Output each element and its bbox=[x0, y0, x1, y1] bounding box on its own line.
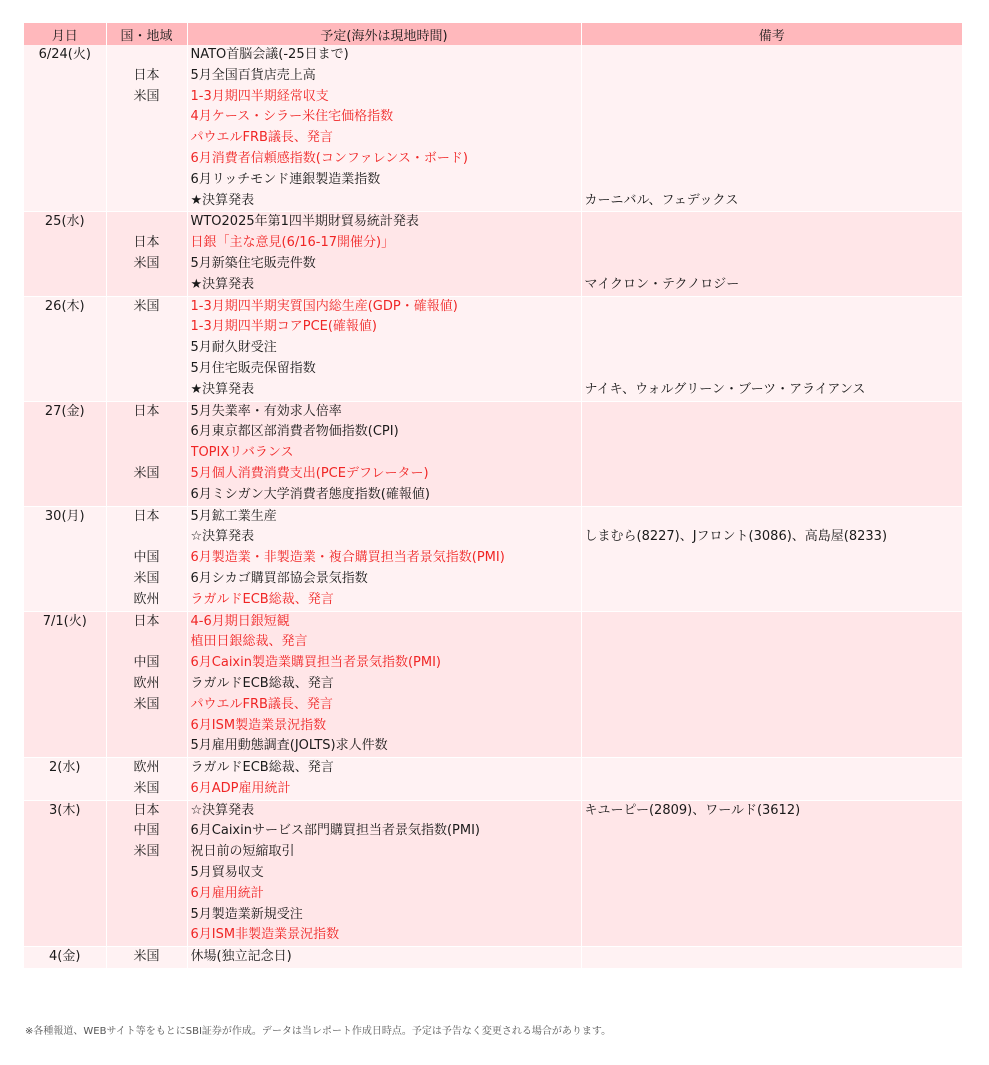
event-item: 6月ISM製造業景況指数 bbox=[190, 717, 327, 733]
event-cell bbox=[187, 800, 581, 947]
table-row bbox=[24, 800, 962, 947]
region-label bbox=[107, 443, 187, 464]
note-cell bbox=[581, 296, 962, 401]
date-cell bbox=[24, 212, 106, 296]
note-item bbox=[585, 485, 963, 506]
region-cell bbox=[106, 296, 187, 401]
event-item: 6月製造業・非製造業・複合購買担当者景気指数(PMI) bbox=[190, 550, 505, 566]
note-item: キユーピー(2809)、ワールド(3612) bbox=[584, 802, 801, 818]
note-cell bbox=[581, 506, 962, 611]
note-item bbox=[585, 695, 963, 716]
note-item bbox=[585, 925, 963, 946]
economic-calendar-table bbox=[24, 23, 962, 968]
region-cell bbox=[106, 506, 187, 611]
region-label bbox=[107, 149, 187, 170]
event-item: 1-3月期四半期実質国内総生産(GDP・確報値) bbox=[190, 298, 458, 314]
event-item: ☆決算発表 bbox=[190, 802, 255, 818]
region-label: 中国 bbox=[133, 823, 160, 839]
date-cell bbox=[24, 401, 106, 506]
note-item bbox=[585, 569, 963, 590]
date-cell bbox=[24, 45, 106, 212]
region-label: 欧州 bbox=[133, 675, 160, 691]
region-label bbox=[107, 485, 187, 506]
table-row bbox=[24, 401, 962, 506]
region-cell bbox=[106, 800, 187, 947]
event-item: 休場(独立記念日) bbox=[190, 949, 292, 965]
note-cell bbox=[581, 800, 962, 947]
event-item: 5月個人消費消費支出(PCEデフレーター) bbox=[190, 465, 429, 481]
note-item bbox=[585, 149, 963, 170]
note-item bbox=[585, 716, 963, 737]
note-item bbox=[585, 779, 963, 800]
event-item: 6月ミシガン大学消費者態度指数(確報値) bbox=[190, 486, 430, 502]
event-item: 6月リッチモンド連銀製造業指数 bbox=[190, 171, 381, 187]
event-cell bbox=[187, 45, 581, 212]
event-item: 4月ケース・シラー米住宅価格指数 bbox=[190, 109, 394, 125]
table-row bbox=[24, 212, 962, 296]
table-header-row bbox=[24, 23, 962, 45]
note-item bbox=[585, 212, 963, 233]
region-label bbox=[107, 863, 187, 884]
region-label bbox=[107, 736, 187, 757]
note-item bbox=[585, 317, 963, 338]
region-label: 中国 bbox=[133, 655, 160, 671]
event-cell bbox=[187, 296, 581, 401]
region-label: 米国 bbox=[133, 780, 160, 796]
event-item: パウエルFRB議長、発言 bbox=[190, 696, 333, 712]
note-item bbox=[585, 612, 963, 633]
region-cell bbox=[106, 45, 187, 212]
note-item bbox=[585, 128, 963, 149]
note-item bbox=[585, 359, 963, 380]
event-item: 1-3月期四半期経常収支 bbox=[190, 88, 329, 104]
event-item: 5月貿易収支 bbox=[190, 865, 264, 881]
event-item: 5月製造業新規受注 bbox=[190, 906, 303, 922]
region-cell bbox=[106, 758, 187, 801]
region-label bbox=[107, 45, 187, 66]
note-cell bbox=[581, 212, 962, 296]
date-label: 2(水) bbox=[49, 760, 81, 776]
header-event: 予定(海外は現地時間) bbox=[187, 23, 581, 45]
note-item bbox=[585, 233, 963, 254]
header-note: 備考 bbox=[581, 23, 962, 45]
region-label: 欧州 bbox=[133, 760, 160, 776]
region-label: 米国 bbox=[133, 298, 160, 314]
date-label: 3(木) bbox=[49, 802, 81, 818]
note-item bbox=[585, 884, 963, 905]
note-item: マイクロン・テクノロジー bbox=[584, 276, 740, 292]
date-label: 30(月) bbox=[44, 508, 85, 524]
event-item: ★決算発表 bbox=[190, 381, 255, 397]
event-item: 6月シカゴ購買部協会景気指数 bbox=[190, 570, 368, 586]
region-label bbox=[107, 905, 187, 926]
date-label: 7/1(火) bbox=[42, 613, 87, 629]
note-item bbox=[585, 821, 963, 842]
event-item: 5月住宅販売保留指数 bbox=[190, 360, 316, 376]
region-label bbox=[107, 170, 187, 191]
note-item bbox=[585, 402, 963, 423]
note-item: しまむら(8227)、Jフロント(3086)、高島屋(8233) bbox=[584, 529, 888, 545]
region-label: 日本 bbox=[133, 403, 160, 419]
event-item: WTO2025年第1四半期財貿易統計発表 bbox=[190, 214, 419, 230]
date-label: 6/24(火) bbox=[38, 47, 91, 62]
event-item: 6月Caixinサービス部門購買担当者景気指数(PMI) bbox=[190, 823, 481, 839]
table-row bbox=[24, 947, 962, 968]
event-cell bbox=[187, 947, 581, 968]
region-label bbox=[107, 317, 187, 338]
event-item: 日銀「主な意見(6/16-17開催分)」 bbox=[190, 235, 395, 251]
note-item bbox=[585, 842, 963, 863]
region-label bbox=[107, 925, 187, 946]
date-cell bbox=[24, 947, 106, 968]
note-item bbox=[585, 758, 963, 779]
region-label bbox=[107, 716, 187, 737]
event-cell bbox=[187, 506, 581, 611]
event-item: 祝日前の短縮取引 bbox=[190, 844, 295, 860]
region-label bbox=[107, 527, 187, 548]
note-item bbox=[585, 297, 963, 318]
event-item: 6月消費者信頼感指数(コンファレンス・ボード) bbox=[190, 150, 468, 166]
event-item: NATO首脳会議(-25日まで) bbox=[190, 47, 349, 62]
region-label: 日本 bbox=[133, 67, 160, 83]
note-cell bbox=[581, 401, 962, 506]
date-cell bbox=[24, 506, 106, 611]
event-item: 4-6月期日銀短観 bbox=[190, 613, 290, 629]
event-item: ★決算発表 bbox=[190, 276, 255, 292]
event-item: 5月鉱工業生産 bbox=[190, 508, 277, 524]
region-label: 中国 bbox=[133, 550, 160, 566]
date-cell bbox=[24, 800, 106, 947]
date-label: 26(木) bbox=[44, 298, 85, 314]
region-label: 日本 bbox=[133, 613, 160, 629]
event-item: 1-3月期四半期コアPCE(確報値) bbox=[190, 319, 378, 335]
event-cell bbox=[187, 758, 581, 801]
region-label: 米国 bbox=[133, 949, 160, 965]
table-body bbox=[24, 45, 962, 968]
event-item: ★決算発表 bbox=[190, 192, 255, 208]
event-item: 植田日銀総裁、発言 bbox=[190, 634, 308, 650]
note-item bbox=[585, 66, 963, 87]
header-region: 国・地域 bbox=[106, 23, 187, 45]
note-item bbox=[585, 590, 963, 611]
region-label: 米国 bbox=[133, 465, 160, 481]
region-cell bbox=[106, 611, 187, 758]
event-item: 6月Caixin製造業購買担当者景気指数(PMI) bbox=[190, 655, 442, 671]
note-item bbox=[585, 422, 963, 443]
note-item bbox=[585, 45, 963, 66]
note-item bbox=[585, 905, 963, 926]
region-label: 日本 bbox=[133, 802, 160, 818]
note-item bbox=[585, 87, 963, 108]
date-label: 4(金) bbox=[49, 949, 81, 965]
event-item: 6月ISM非製造業景況指数 bbox=[190, 927, 340, 943]
note-item bbox=[585, 464, 963, 485]
event-item: 6月雇用統計 bbox=[190, 885, 264, 901]
region-cell bbox=[106, 212, 187, 296]
region-label: 米国 bbox=[133, 88, 160, 104]
event-item: ラガルドECB総裁、発言 bbox=[190, 591, 334, 607]
region-label bbox=[107, 191, 187, 212]
table-row bbox=[24, 758, 962, 801]
region-label: 米国 bbox=[133, 844, 160, 860]
note-item bbox=[585, 674, 963, 695]
note-item bbox=[585, 632, 963, 653]
note-cell bbox=[581, 947, 962, 968]
schedule-table-container bbox=[24, 23, 962, 968]
date-cell bbox=[24, 758, 106, 801]
region-label: 米国 bbox=[133, 255, 160, 271]
event-item: TOPIXリバランス bbox=[190, 445, 294, 461]
note-item bbox=[585, 947, 963, 968]
note-item bbox=[585, 107, 963, 128]
note-item bbox=[585, 254, 963, 275]
event-item: 5月新築住宅販売件数 bbox=[190, 255, 316, 271]
note-cell bbox=[581, 758, 962, 801]
footnote: ※各種報道、WEBサイト等をもとにSBI証券が作成。データは当レポート作成日時点。予定は予告なく変更される場合があります。 bbox=[25, 1026, 612, 1037]
region-label bbox=[107, 212, 187, 233]
region-cell bbox=[106, 947, 187, 968]
region-label bbox=[107, 884, 187, 905]
event-item: パウエルFRB議長、発言 bbox=[190, 130, 333, 146]
table-row bbox=[24, 611, 962, 758]
note-item: カーニバル、フェデックス bbox=[584, 192, 739, 208]
region-label bbox=[107, 338, 187, 359]
event-item: 5月雇用動態調査(JOLTS)求人件数 bbox=[190, 738, 388, 754]
event-cell bbox=[187, 212, 581, 296]
note-item: ナイキ、ウォルグリーン・ブーツ・アライアンス bbox=[584, 381, 866, 397]
table-row bbox=[24, 506, 962, 611]
event-item: ラガルドECB総裁、発言 bbox=[190, 760, 334, 776]
note-item bbox=[585, 507, 963, 528]
event-item: 6月ADP雇用統計 bbox=[190, 780, 291, 796]
date-label: 25(水) bbox=[44, 214, 85, 230]
event-item: ラガルドECB総裁、発言 bbox=[190, 675, 334, 691]
date-cell bbox=[24, 611, 106, 758]
note-item bbox=[585, 170, 963, 191]
table-row bbox=[24, 45, 962, 212]
region-label: 日本 bbox=[133, 235, 160, 251]
event-item: 5月全国百貨店売上高 bbox=[190, 67, 316, 83]
event-item: 6月東京都区部消費者物価指数(CPI) bbox=[190, 424, 399, 440]
note-item bbox=[585, 653, 963, 674]
region-label bbox=[107, 380, 187, 401]
note-cell bbox=[581, 45, 962, 212]
note-item bbox=[585, 443, 963, 464]
date-cell bbox=[24, 296, 106, 401]
date-label: 27(金) bbox=[44, 403, 85, 419]
region-label bbox=[107, 128, 187, 149]
note-item bbox=[585, 736, 963, 757]
note-item bbox=[585, 863, 963, 884]
region-label bbox=[107, 107, 187, 128]
event-item: ☆決算発表 bbox=[190, 529, 255, 545]
table-row bbox=[24, 296, 962, 401]
event-cell bbox=[187, 611, 581, 758]
note-cell bbox=[581, 611, 962, 758]
region-label bbox=[107, 632, 187, 653]
event-item: 5月耐久財受注 bbox=[190, 340, 277, 356]
note-item bbox=[585, 338, 963, 359]
region-label: 欧州 bbox=[133, 591, 160, 607]
header-date: 月日 bbox=[24, 23, 106, 45]
region-label: 日本 bbox=[133, 508, 160, 524]
region-label: 米国 bbox=[133, 696, 160, 712]
event-item: 5月失業率・有効求人倍率 bbox=[190, 403, 342, 419]
region-label bbox=[107, 275, 187, 296]
region-label bbox=[107, 359, 187, 380]
region-label bbox=[107, 422, 187, 443]
region-label: 米国 bbox=[133, 570, 160, 586]
event-cell bbox=[187, 401, 581, 506]
region-cell bbox=[106, 401, 187, 506]
note-item bbox=[585, 548, 963, 569]
